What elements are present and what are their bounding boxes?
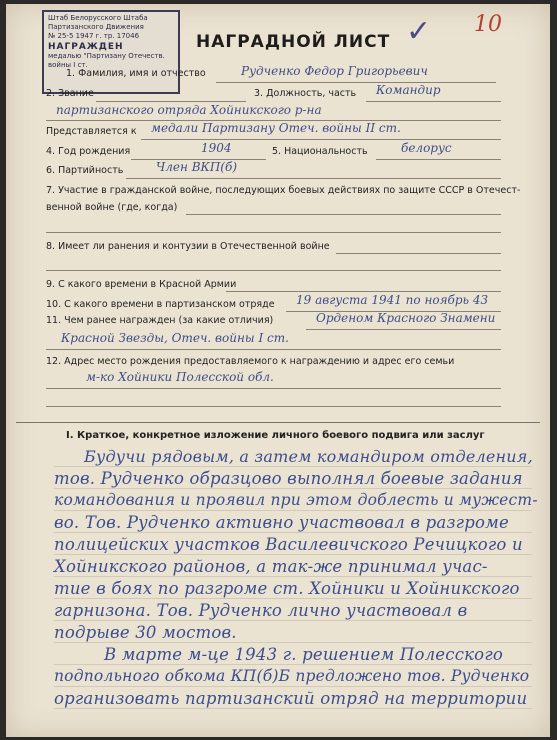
ruled-line — [54, 642, 532, 643]
field-rule — [46, 388, 501, 389]
field-12-label: 12. Адрес место рождения предоставляемого к награждению и адрес его семьи — [46, 356, 455, 367]
ruled-line — [54, 686, 532, 687]
ruled-line — [54, 554, 532, 555]
narrative-line: тов. Рудченко образцово выполнял боевые задания — [54, 469, 523, 488]
field-5-label: 5. Национальность — [272, 146, 368, 157]
award-value: медали Партизану Отеч. войны II ст. — [151, 121, 401, 135]
field-5-value: белорус — [401, 141, 452, 155]
narrative-line: подрыве 30 мостов. — [54, 623, 237, 642]
field-11-value: Орденом Красного Знамени — [316, 311, 496, 325]
narrative-line: гарнизона. Тов. Рудченко лично участвовал в — [54, 601, 468, 620]
field-rule — [366, 101, 501, 102]
ruled-line — [54, 532, 532, 533]
field-11-label: 11. Чем ранее награжден (за какие отличия) — [46, 315, 274, 326]
section-divider — [16, 422, 540, 423]
field-3-value: Командир — [376, 83, 441, 97]
document-title: НАГРАДНОЙ ЛИСТ — [196, 32, 391, 52]
field-rule — [46, 232, 501, 233]
ruled-line — [54, 466, 532, 467]
narrative-line: подпольного обкома КП(б)Б предложено тов. Рудченко — [54, 667, 530, 685]
field-rule — [141, 139, 501, 140]
ruled-line — [54, 620, 532, 621]
ruled-line — [54, 708, 532, 709]
field-6-value: Член ВКП(б) — [156, 160, 237, 174]
field-10-label: 10. С какого времени в партизанском отряде — [46, 299, 275, 310]
ruled-line — [54, 510, 532, 511]
field-rule — [126, 178, 501, 179]
handwritten-score: 10 — [474, 12, 502, 37]
field-rule — [46, 406, 501, 407]
narrative-line: Будучи рядовым, а затем командиром отделения, — [84, 447, 533, 466]
registration-stamp — [42, 10, 180, 94]
narrative-line: тие в боях по разгроме ст. Хойники и Хойникского — [54, 579, 520, 598]
field-11-continuation: Красной Звезды, Отеч. войны I ст. — [61, 331, 289, 345]
narrative-line: организовать партизанский отряд на территории — [54, 689, 528, 708]
stamp-line: войны I ст. — [48, 61, 88, 69]
narrative-line: полицейских участков Василевичского Речицкого и — [54, 535, 523, 554]
ruled-line — [54, 598, 532, 599]
field-6-label: 6. Партийность — [46, 165, 124, 176]
field-8-label: 8. Имеет ли ранения и контузии в Отечественной войне — [46, 241, 330, 252]
field-1-value: Рудченко Федор Григорьевич — [241, 64, 428, 78]
narrative-line: В марте м-це 1943 г. решением Полесского — [104, 645, 503, 664]
section-1-heading: I. Краткое, конкретное изложение личного боевого подвига или заслуг — [66, 430, 485, 441]
field-2-label: 2. Звание — [46, 88, 94, 99]
field-rule — [46, 349, 501, 350]
check-mark-icon: ✓ — [406, 14, 432, 49]
field-9-label: 9. С какого времени в Красной Армии — [46, 279, 237, 290]
field-rule — [96, 101, 246, 102]
field-rule — [186, 214, 501, 215]
stamp-line: Партизанского Движения — [48, 23, 144, 31]
narrative-line: Хойникского районов, а так-же принимал учас- — [54, 557, 488, 576]
field-7-label-cont: венной войне (где, когда) — [46, 202, 178, 213]
ruled-line — [54, 576, 532, 577]
narrative-line: командования и проявил при этом доблесть и мужест- — [54, 491, 538, 509]
field-3-label: 3. Должность, часть — [254, 88, 357, 99]
stamp-awarded: НАГРАЖДЕН — [48, 42, 124, 52]
field-10-value: 19 августа 1941 по ноябрь 43 — [296, 293, 489, 307]
field-3-continuation: партизанского отряда Хойникского р-на — [56, 103, 322, 117]
ruled-line — [54, 488, 532, 489]
stamp-line: № 25-5 1947 г. тр. 17046 — [48, 32, 140, 40]
field-rule — [216, 82, 496, 83]
stamp-line: Штаб Белорусского Штаба — [48, 14, 148, 22]
narrative-line: во. Тов. Рудченко активно участвовал в разгроме — [54, 513, 509, 532]
field-rule — [336, 253, 501, 254]
award-label: Представляется к — [46, 126, 137, 137]
field-rule — [376, 159, 501, 160]
award-sheet — [6, 4, 550, 737]
field-4-value: 1904 — [201, 141, 232, 155]
field-rule — [46, 270, 501, 271]
stamp-line: медалью "Партизану Отечеств. — [48, 52, 165, 60]
field-rule — [226, 291, 501, 292]
field-12-value: м-ко Хойники Полесской обл. — [86, 370, 274, 384]
field-4-label: 4. Год рождения — [46, 146, 131, 157]
field-1-label: 1. Фамилия, имя и отчество — [66, 68, 206, 79]
ruled-line — [54, 664, 532, 665]
field-7-label: 7. Участие в гражданской войне, последующих боевых действиях по защите СССР в Отечест- — [46, 185, 521, 196]
field-rule — [306, 329, 501, 330]
